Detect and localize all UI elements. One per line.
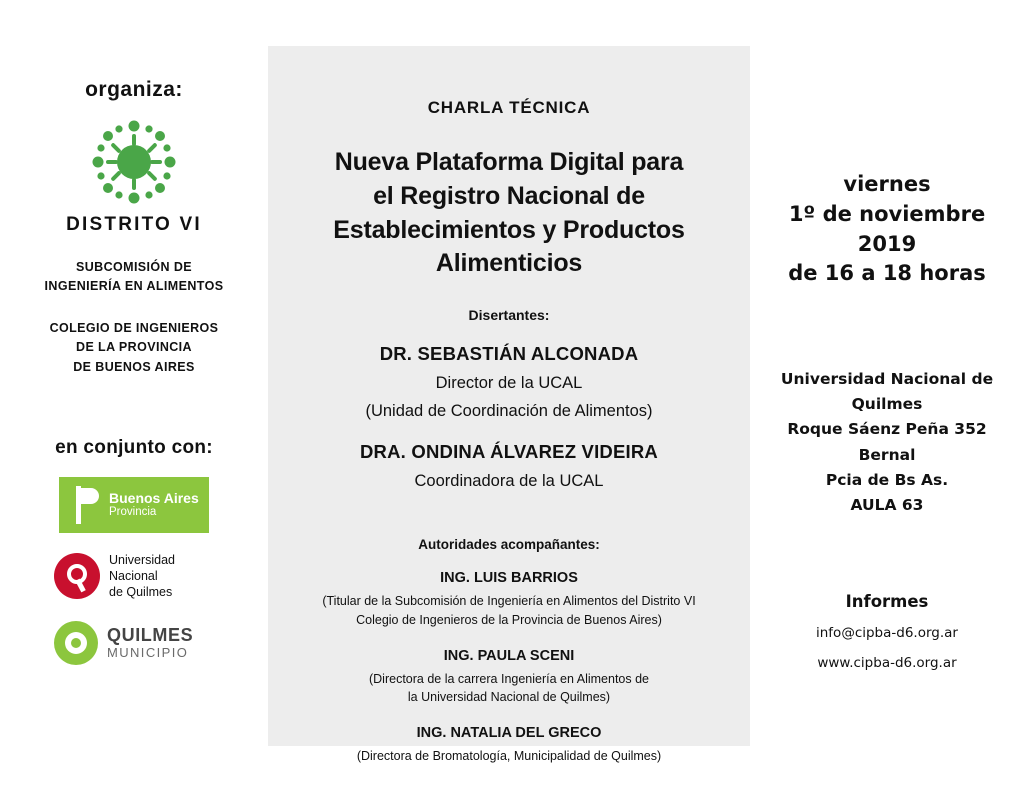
authority-desc: (Directora de Bromatología, Municipalidad de Quilmes) xyxy=(356,749,662,763)
colegio-line-2: DE LA PROVINCIA xyxy=(76,340,192,355)
authority-item xyxy=(282,725,736,766)
informes-website[interactable]: www.cipba-d6.org.ar xyxy=(817,654,957,671)
informes-email[interactable]: info@cipba-d6.org.ar xyxy=(816,624,958,641)
date-line-4: de 16 a 18 horas xyxy=(788,261,986,286)
speaker-item xyxy=(282,441,736,491)
date-line-2: 1º de noviembre xyxy=(788,201,986,226)
page-title xyxy=(282,146,736,281)
sun-burst-icon xyxy=(86,116,182,208)
distrito-name: DISTRITO VI xyxy=(66,214,202,235)
quilmes-ring-icon xyxy=(54,621,98,665)
ba-logo-line-1: Buenos Aires xyxy=(109,490,199,507)
authority-name: ING. NATALIA DEL GRECO xyxy=(416,725,602,741)
subcomision-block xyxy=(0,258,268,297)
unq-logo-line-1: Universidad xyxy=(109,552,176,567)
authority-desc: (Titular de la Subcomisión de Ingeniería en Alimentos del Distrito VI Colegio de Ingenieros de la Provincia de Buenos Aires) xyxy=(322,594,696,627)
unq-logo-line-3: de Quilmes xyxy=(109,584,173,599)
speaker-name: DR. SEBASTIÁN ALCONADA xyxy=(379,343,639,364)
quilmes-logo-line-2: MUNICIPIO xyxy=(107,644,189,660)
speakers-label: Disertantes: xyxy=(468,307,550,323)
organizers-column xyxy=(0,0,268,791)
speaker-item xyxy=(282,343,736,421)
venue-line-5: AULA 63 xyxy=(850,495,924,514)
details-column xyxy=(750,0,1024,791)
subcomision-line-1: SUBCOMISIÓN DE xyxy=(75,260,193,274)
colegio-block xyxy=(0,319,268,377)
authority-desc: (Directora de la carrera Ingeniería en Alimentos de la Universidad Nacional de Quilmes) xyxy=(368,671,649,705)
subcomision-line-2: INGENIERÍA EN ALIMENTOS xyxy=(44,279,224,294)
authority-name: ING. PAULA SCENI xyxy=(443,647,575,664)
venue-line-2: Roque Sáenz Peña 352 xyxy=(787,420,987,439)
authority-name: ING. LUIS BARRIOS xyxy=(440,570,578,586)
venue-line-1: Universidad Nacional de Quilmes xyxy=(780,370,994,414)
date-line-3: 2019 xyxy=(857,231,917,256)
event-date xyxy=(750,170,1024,289)
event-kicker: CHARLA TÉCNICA xyxy=(427,98,591,117)
venue-line-4: Pcia de Bs As. xyxy=(825,470,949,489)
universidad-nacional-quilmes-logo xyxy=(54,549,214,603)
speaker-role: Coordinadora de la UCAL xyxy=(414,472,604,490)
quilmes-municipio-logo xyxy=(54,617,214,669)
event-venue xyxy=(750,367,1024,518)
colegio-line-3: DE BUENOS AIRES xyxy=(73,359,195,374)
quilmes-logo-line-1: QUILMES xyxy=(107,625,194,646)
date-line-1: viernes xyxy=(843,172,931,196)
main-content-panel xyxy=(268,46,750,763)
buenos-aires-provincia-logo xyxy=(59,477,209,533)
title-line-2: el Registro Nacional de xyxy=(373,181,645,210)
flag-icon xyxy=(67,486,101,524)
authority-item xyxy=(282,570,736,630)
unq-logo-line-2: Nacional xyxy=(109,568,158,583)
informes-title: Informes xyxy=(845,591,929,611)
venue-line-3: Bernal xyxy=(858,445,916,464)
organiza-label: organiza: xyxy=(85,78,183,101)
speaker-sub: (Unidad de Coordinación de Alimentos) xyxy=(365,402,653,420)
speaker-role: Director de la UCAL xyxy=(435,374,583,392)
en-conjunto-label: en conjunto con: xyxy=(55,436,213,458)
authority-item xyxy=(282,648,736,708)
title-line-3: Establecimientos y Productos Alimenticios xyxy=(333,215,685,278)
unq-mark-icon xyxy=(54,553,100,599)
colegio-line-1: COLEGIO DE INGENIEROS xyxy=(49,320,219,335)
authorities-label: Autoridades acompañantes: xyxy=(418,537,600,552)
ba-logo-line-2: Provincia xyxy=(109,506,157,519)
title-line-1: Nueva Plataforma Digital para xyxy=(334,148,684,176)
speaker-name: DRA. ONDINA ÁLVAREZ VIDEIRA xyxy=(360,441,658,462)
